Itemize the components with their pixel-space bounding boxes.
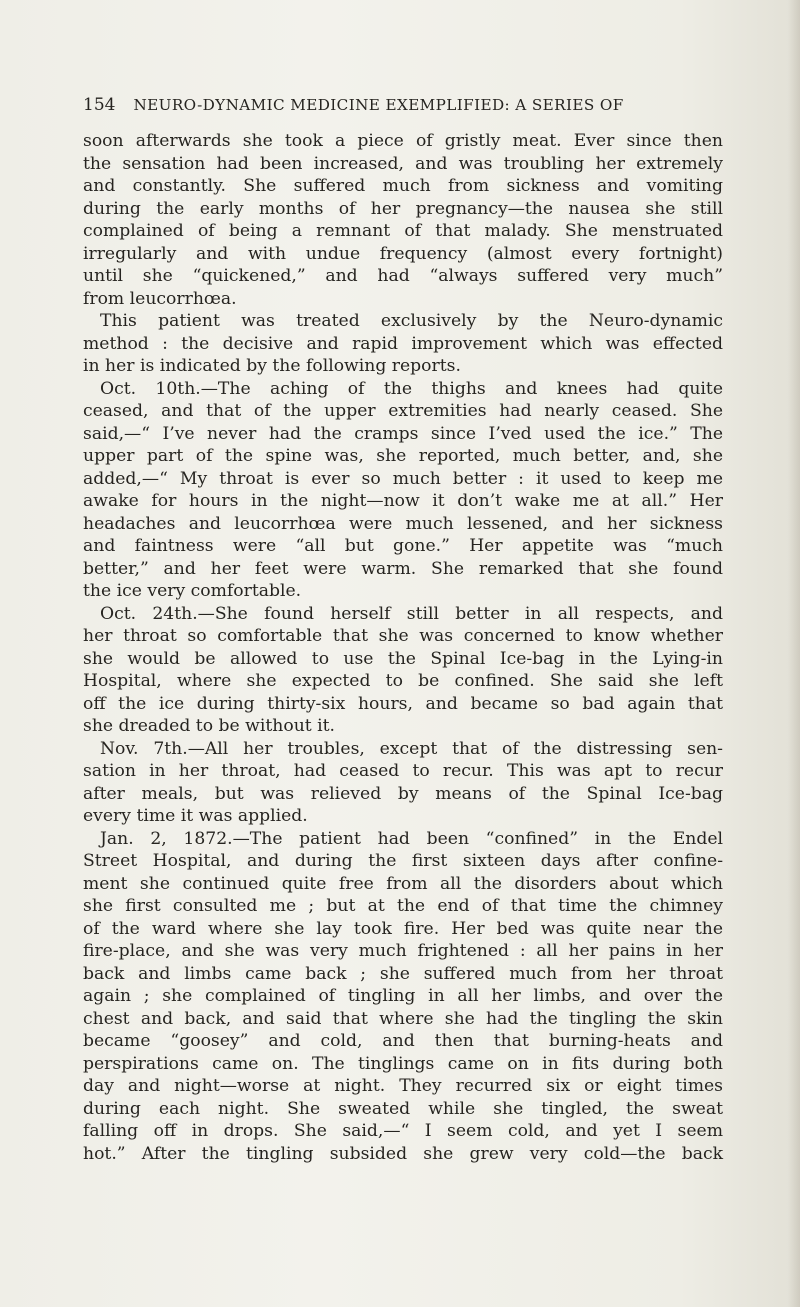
text-line: Jan. 2, 1872.—The patient had been “confined” in the Endel <box>100 828 723 849</box>
page-number: 154 <box>83 95 116 115</box>
text-line: fire-place, and she was very much frightened : all her pains in her <box>83 941 723 961</box>
text-line: irregularly and with undue frequency (almost every fortnight) <box>83 243 723 264</box>
text-line: Oct. 10th.—The aching of the thighs and knees had quite <box>100 378 723 399</box>
page-edge-shadow <box>788 0 800 1307</box>
text-line: soon afterwards she took a piece of gristly meat. Ever since then <box>83 131 723 151</box>
text-line: in her is indicated by the following reports. <box>83 356 461 376</box>
text-line: during the early months of her pregnancy—the nausea she still <box>83 198 723 219</box>
text-line: she first consulted me ; but at the end of that time the chimney <box>83 896 723 916</box>
text-line: Nov. 7th.—All her troubles, except that of the distressing sen- <box>100 738 723 759</box>
text-line: until she “quickened,” and had “always suffered very much” <box>83 266 723 286</box>
text-line: hot.” After the tingling subsided she grew very cold—the back <box>83 1143 723 1164</box>
text-line: after meals, but was relieved by means of the Spinal Ice-bag <box>83 783 723 804</box>
text-line: she would be allowed to use the Spinal Ice-bag in the Lying-in <box>83 648 723 669</box>
text-line: her throat so comfortable that she was concerned to know whether <box>83 626 723 646</box>
text-line: sation in her throat, had ceased to recur. This was apt to recur <box>83 761 723 781</box>
text-line: This patient was treated exclusively by the Neuro-dynamic <box>100 311 723 331</box>
text-line: better,” and her feet were warm. She remarked that she found <box>83 558 723 579</box>
text-line: and constantly. She suffered much from sickness and vomiting <box>83 176 723 196</box>
text-line: method : the decisive and rapid improvement which was effected <box>83 333 723 354</box>
text-line: added,—“ My throat is ever so much better : it used to keep me <box>83 468 723 489</box>
text-line: Hospital, where she expected to be confined. She said she left <box>83 671 723 691</box>
running-header <box>83 95 723 115</box>
text-line: falling off in drops. She said,—“ I seem cold, and yet I seem <box>83 1121 723 1141</box>
text-line: perspirations came on. The tinglings came on in fits during both <box>83 1053 723 1074</box>
text-line: ment she continued quite free from all the disorders about which <box>83 873 723 894</box>
text-line: said,—“ I’ve never had the cramps since I’ved used the ice.” The <box>83 423 723 444</box>
text-line: upper part of the spine was, she reported, much better, and, she <box>83 446 723 466</box>
text-line: she dreaded to be without it. <box>83 716 335 736</box>
text-line: Oct. 24th.—She found herself still better in all respects, and <box>100 603 723 624</box>
text-line: headaches and leucorrhœa were much lessened, and her sickness <box>83 513 723 534</box>
text-line: off the ice during thirty-six hours, and became so bad again that <box>83 693 723 714</box>
text-line: of the ward where she lay took fire. Her bed was quite near the <box>83 918 723 939</box>
body-text <box>83 130 723 1165</box>
text-line: awake for hours in the night—now it don’t wake me at all.” Her <box>83 491 723 511</box>
text-line: the ice very comfortable. <box>83 581 302 601</box>
text-line: and faintness were “all but gone.” Her appetite was “much <box>83 536 723 556</box>
text-line: the sensation had been increased, and was troubling her extremely <box>83 153 723 174</box>
text-line: complained of being a remnant of that malady. She menstruated <box>83 221 723 241</box>
text-line: during each night. She sweated while she tingled, the sweat <box>83 1098 723 1119</box>
running-title: NEURO-DYNAMIC MEDICINE EXEMPLIFIED: A SERIES OF <box>133 96 624 114</box>
text-line: every time it was applied. <box>83 806 308 826</box>
text-line: ceased, and that of the upper extremities had nearly ceased. She <box>83 401 723 421</box>
text-line: from leucorrhœa. <box>83 288 237 309</box>
text-line: again ; she complained of tingling in all her limbs, and over the <box>83 986 723 1006</box>
text-line: back and limbs came back ; she suffered much from her throat <box>83 963 723 984</box>
text-line: became “goosey” and cold, and then that burning-heats and <box>83 1031 723 1051</box>
text-line: Street Hospital, and during the first sixteen days after confine- <box>83 851 723 871</box>
text-line: chest and back, and said that where she had the tingling the skin <box>83 1008 723 1029</box>
text-line: day and night—worse at night. They recurred six or eight times <box>83 1076 723 1096</box>
